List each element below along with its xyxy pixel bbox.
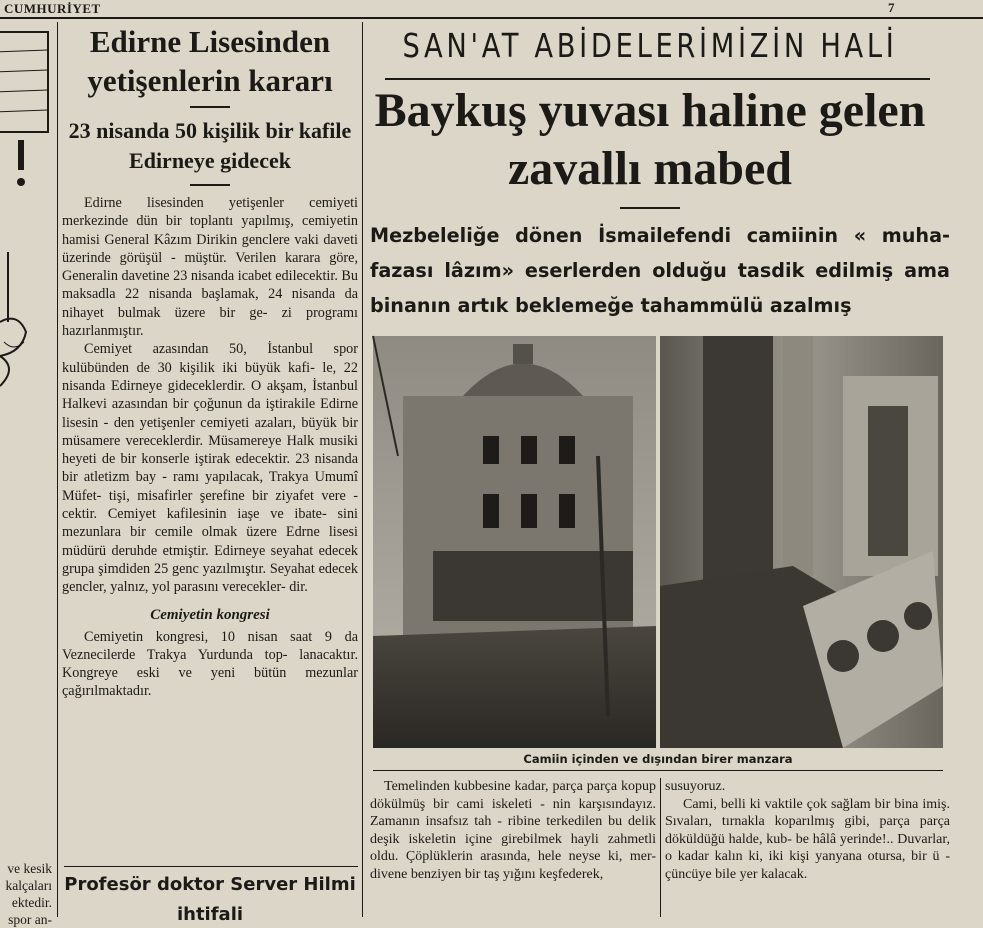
next-headline: Profesör doktor Server Hilmi [64,874,356,895]
cartoon-illustration [0,22,55,442]
paragraph: Temelinden kubbesine kadar, parça parça kopup dökülmüş bir cami iskeleti - nin karşısındayız. Zamanın insafsız tah - ribine terkedilen bu delik deşik iskeletin içine girebilmek hayli zahmetli oldu. Çöplüklerin arasında, hele neyse ki, mer- divene benziyen bir taş yığını keşfederek, [370,779,656,882]
newspaper-name: CUMHURİYET [4,1,101,16]
congress-body [62,628,358,701]
caption-rule [373,770,943,771]
paragraph-end: susuyoruz. [665,779,726,794]
column-divider [57,22,58,917]
paragraph: Cemiyetin kongresi, 10 nisan saat 9 da Veznecilerde Trakya Yurdunda top- lanacaktır. Kongreye eski ve yeni bütün mezunlar çağırılmaktadır. [62,628,358,700]
section-subheading: Cemiyetin kongresi [150,606,270,623]
paragraph: Edirne lisesinden yetişenler cemiyeti merkezinde dün bir toplantı yapılmış, cemiyetin hamisi General Kâzım Dirikin genclere vaki daveti üzerinde görüşül - müştür. Verilen karara göre, Generalin davetine 23 nisanda icabet edilecektir. Bu maksadla 22 nisanda başlamak, 24 nisanda da nihayet bulmak üzere bir ge- zi programı hazırlanmıştır. [62,195,358,340]
article-subhead: 23 nisanda 50 kişilik bir kafile Edirneye gidecek [68,118,352,173]
headline-rule [190,106,230,108]
paragraph: Cemiyet azasından 50, İstanbul spor kulübünden de 30 kişilik iki büyük kafi- le, 22 nisanda Edirneye gideceklerdir. O akşam, İstanbul Halkevi azasından bir çoğunun da iştirakile Edirne lisesin - den yetişenler cemiyeti azaları, büyük bir müsamere vereceklerdir. Müsamereye Halk musiki heyeti de bir konserle iştirak edecektir. 23 nisanda bir atletizm bay - ramı yapılacak, Trakya Umumî Müfet- tişi, misafirler şerefine bir ziyafet vere - cektir. Cemiyet kafilesinin iaşe ve ibate- sini mezunlara bir cemile olmak üzere Edrne lisesi müdürü deruhde etmiştir. Edirneye seyahat edecek grupa şimdiden 25 genc yazılmıştır. Seyahat edecek gencler, yalnız, yol parasını verecekler- dir. [62,341,358,596]
photo-exterior [373,336,656,748]
headline-rule [620,207,680,209]
photo-interior [660,336,943,748]
next-headline-cut: ihtifali [176,904,244,925]
cut-text-fragments: ve kesik kalçaları ektedir. spor an- [5,861,52,927]
story-separator [64,866,358,867]
column-divider [660,778,661,917]
masthead [0,0,983,20]
kicker-rule [385,78,930,80]
article-body [62,194,358,597]
subhead-rule [190,184,230,186]
photo-pair [373,336,943,748]
article-headline: Edirne Lisesinden yetişenlerin kararı [87,24,333,98]
feature-body-right [665,778,950,883]
feature-kicker: SAN'AT ABİDELERİMİZİN HALİ [402,26,898,65]
column-divider [362,22,363,917]
feature-body-left [370,778,656,883]
feature-deck: Mezbeleliğe dönen İsmailefendi camiinin « muha- fazası lâzım» eserlerden olduğu tasdik edilmiş ama binanın artık beklemeğe tahammülü azalmış [370,224,950,317]
paragraph: Cami, belli ki vaktile çok sağlam bir bina imiş. Sıvaları, tırnakla koparılmış gibi, parça parça döküldüğü halde, kub- be hâlâ yerinde!.. Duvarlar, o kadar kalın ki, iki kişi yanyana otursa, bir ü - çüncüye bile yer kalacak. [665,796,950,882]
edirne-article [62,22,358,701]
masthead-rule [0,17,983,19]
photo-caption: Camiin içinden ve dışından birer manzara [523,752,793,766]
left-cut-column [0,22,55,927]
page-number: 7 [888,0,895,15]
feature-headline: Baykuş yuvası haline gelen zavallı mabed [374,84,926,195]
